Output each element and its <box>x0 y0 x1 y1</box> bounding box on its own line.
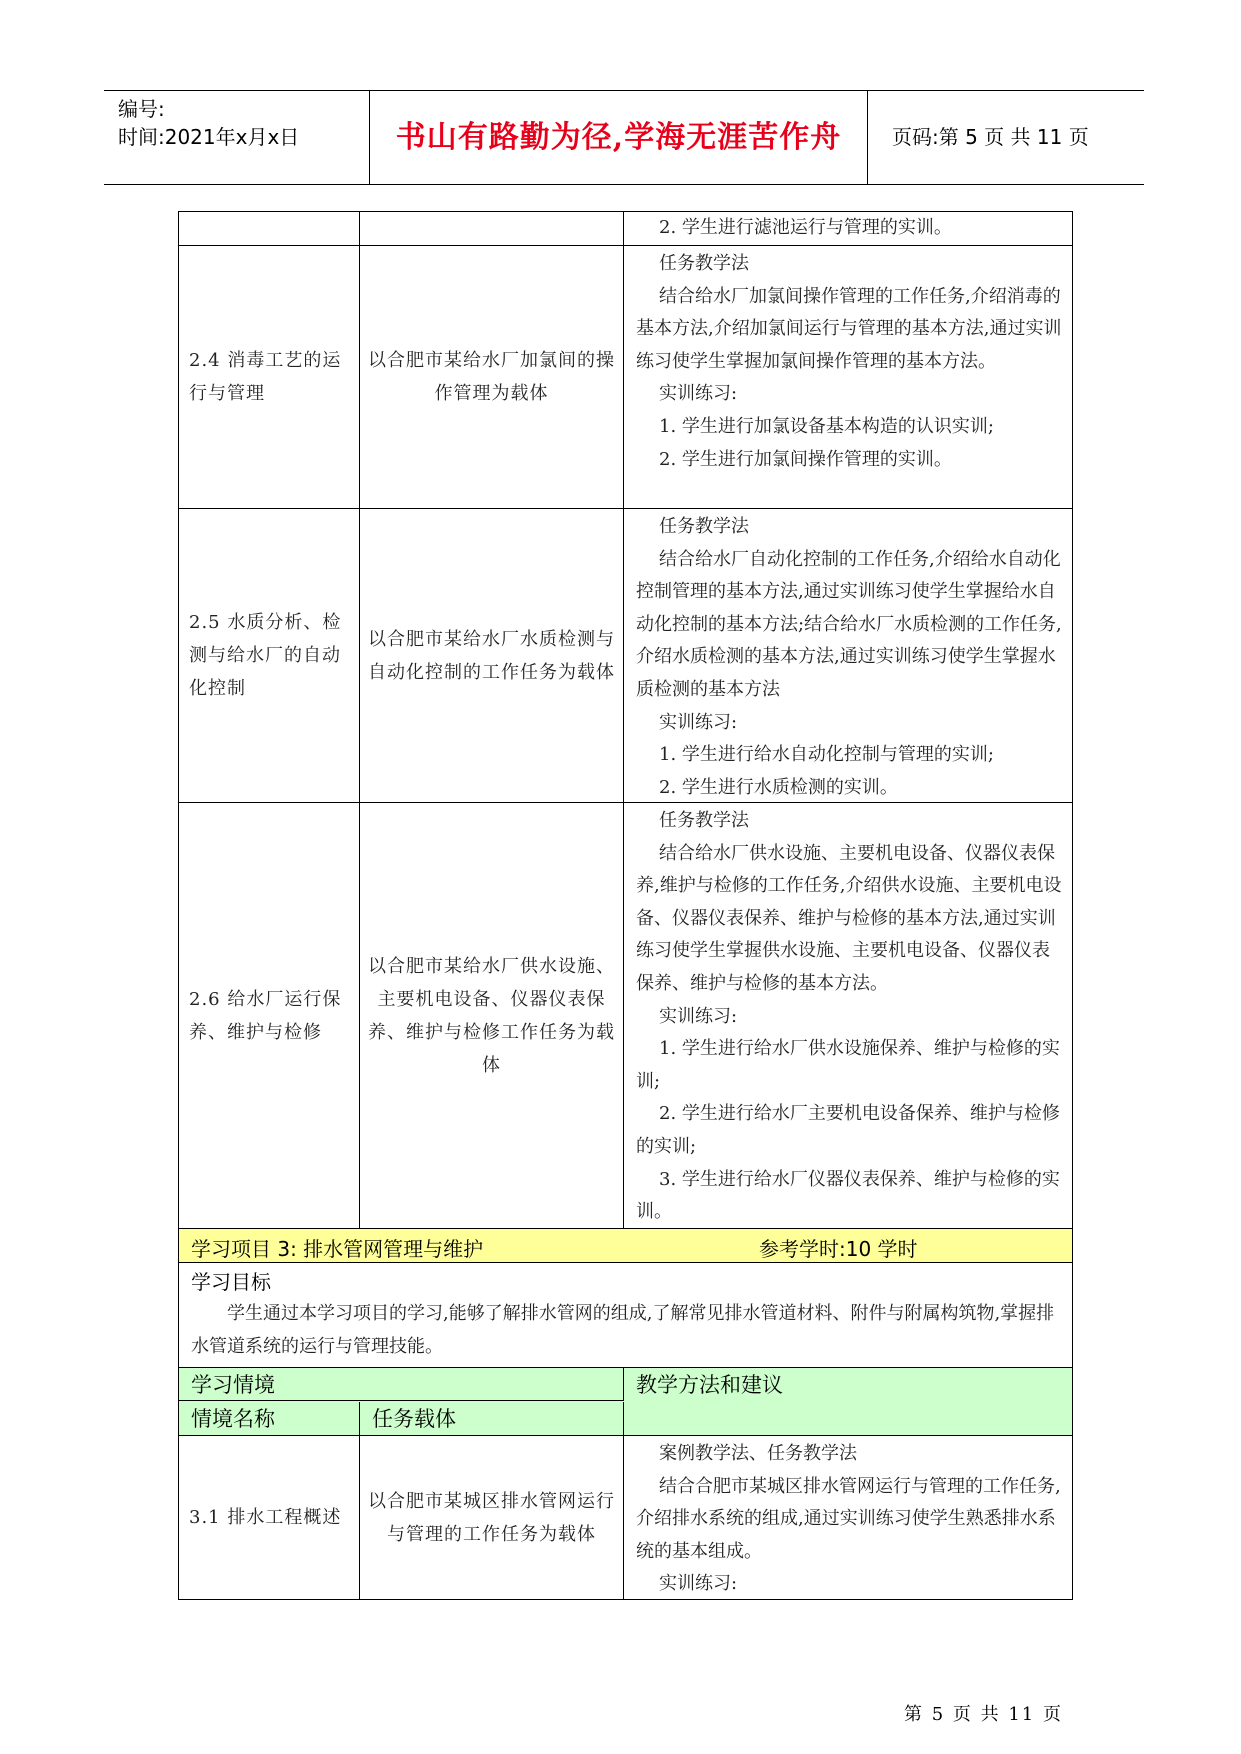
method-line: 结合给水厂自动化控制的工作任务,介绍给水自动化控制管理的基本方法,通过实训练习使学生掌握给水自动化控制的基本方法;结合给水厂水质检测的工作任务,介绍水质检测的基本方法,通过实训练习使学生掌握水质检测的基本方法 <box>636 548 1062 700</box>
method-line: 实训练习: <box>659 1005 738 1027</box>
method-line: 结合给水厂供水设施、主要机电设备、仪器仪表保养,维护与检修的工作任务,介绍供水设施、主要机电设备、仪器仪表保养、维护与检修的基本方法,通过实训练习使学生掌握供水设施、主要机电设备、仪器仪表保养、维护与检修的基本方法。 <box>636 842 1062 994</box>
method-line: 任务教学法 <box>659 253 749 274</box>
table-row <box>178 246 1073 509</box>
goal-text: 学生通过本学习项目的学习,能够了解排水管网的组成,了解常见排水管道材料、附件与附属构筑物,掌握排水管道系统的运行与管理技能。 <box>191 1303 1055 1357</box>
method-header: 教学方法和建议 <box>636 1373 783 1397</box>
method-line: 结合合肥市某城区排水管网运行与管理的工作任务,介绍排水系统的组成,通过实训练习使学生熟悉排水系统的基本组成。 <box>636 1475 1061 1562</box>
method-line: 1. 学生进行给水厂供水设施保养、维护与检修的实训; <box>636 1038 1060 1092</box>
carrier-cell: 以合肥市某给水厂加氯间的操作管理为载体 <box>360 246 624 508</box>
method-line: 1. 学生进行给水自动化控制与管理的实训; <box>659 744 994 766</box>
project-hours: 参考学时:10 学时 <box>759 1237 918 1261</box>
carrier-cell: 以合肥市某给水厂水质检测与自动化控制的工作任务为载体 <box>360 509 624 802</box>
carrier-header: 任务载体 <box>360 1402 624 1436</box>
number-label: 编号: <box>118 97 165 121</box>
method-cell <box>624 509 1072 802</box>
method-line: 任务教学法 <box>659 516 749 537</box>
method-line: 实训练习: <box>659 1573 738 1595</box>
method-line: 2. 学生进行加氯间操作管理的实训。 <box>659 448 952 470</box>
carrier-cell: 以合肥市某给水厂供水设施、主要机电设备、仪器仪表保养、维护与检修工作任务为载体 <box>360 803 624 1228</box>
method-line: 案例教学法、任务教学法 <box>659 1443 857 1464</box>
carrier-cell <box>360 212 624 245</box>
page-header <box>104 90 1144 185</box>
situation-name-cell: 2.5 水质分析、检测与给水厂的自动化控制 <box>179 509 360 802</box>
header-info <box>104 91 370 184</box>
method-cell <box>624 803 1072 1228</box>
method-line: 3. 学生进行给水厂仪器仪表保养、维护与检修的实训。 <box>636 1168 1060 1223</box>
method-line: 2. 学生进行给水厂主要机电设备保养、维护与检修的实训; <box>636 1103 1060 1157</box>
goal-row <box>178 1263 1073 1368</box>
method-cell <box>624 246 1072 508</box>
header-motto: 书山有路勤为径,学海无涯苦作舟 <box>370 91 868 184</box>
table-row <box>178 803 1073 1229</box>
course-table <box>178 211 1073 1600</box>
time-label: 时间:2021年x月x日 <box>118 125 300 149</box>
method-line: 实训练习: <box>659 711 738 733</box>
method-line: 2. 学生进行水质检测的实训。 <box>659 776 898 798</box>
project-row <box>178 1229 1073 1263</box>
method-line: 1. 学生进行加氯设备基本构造的认识实训; <box>659 415 994 437</box>
table-row <box>178 211 1073 246</box>
page-footer: 第 5 页 共 11 页 <box>904 1704 1063 1725</box>
situation-name-cell: 3.1 排水工程概述 <box>179 1436 360 1599</box>
table-row <box>178 509 1073 803</box>
page-number-label: 页码:第 5 页 共 11 页 <box>892 125 1089 149</box>
method-line: 实训练习: <box>659 383 738 405</box>
method-cell <box>624 212 1072 245</box>
situation-header: 学习情境 <box>179 1368 624 1401</box>
situation-name-cell <box>179 212 360 245</box>
situation-name-cell: 2.6 给水厂运行保养、维护与检修 <box>179 803 360 1228</box>
method-line: 结合给水厂加氯间操作管理的工作任务,介绍消毒的基本方法,介绍加氯间运行与管理的基本方法,通过实训练习使学生掌握加氯间操作管理的基本方法。 <box>636 285 1062 372</box>
goal-title: 学习目标 <box>191 1270 271 1294</box>
method-line: 2. 学生进行滤池运行与管理的实训。 <box>659 217 952 238</box>
method-line: 任务教学法 <box>659 810 749 831</box>
project-title: 学习项目 3: 排水管网管理与维护 <box>191 1237 484 1261</box>
situation-header-row <box>178 1368 1073 1436</box>
carrier-cell: 以合肥市某城区排水管网运行与管理的工作任务为载体 <box>360 1436 624 1599</box>
situation-name-cell: 2.4 消毒工艺的运行与管理 <box>179 246 360 508</box>
table-row <box>178 1436 1073 1600</box>
name-header: 情境名称 <box>179 1402 360 1436</box>
method-cell <box>624 1436 1072 1599</box>
